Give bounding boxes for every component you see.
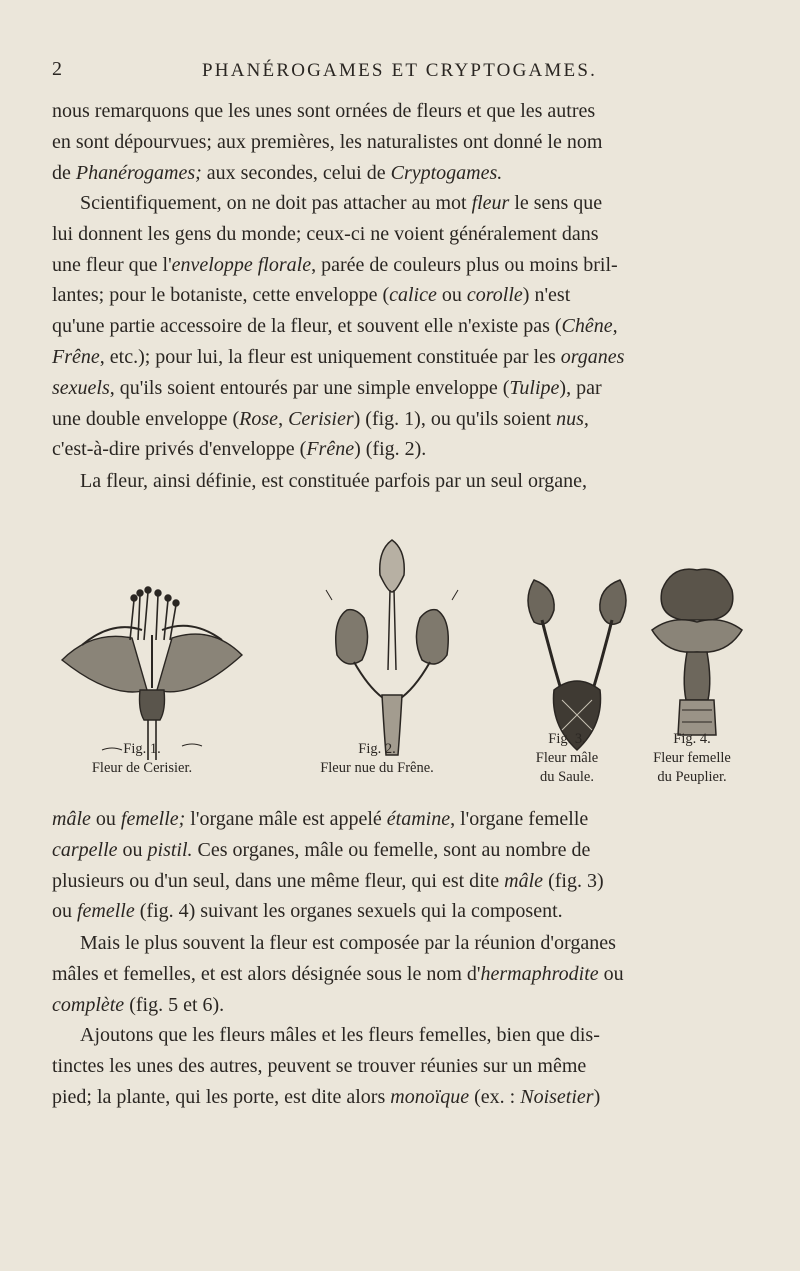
figure-caption-text: Fleur de Cerisier. (91, 760, 193, 776)
cherry-flower-illustration (52, 560, 252, 760)
paragraph-2 (52, 188, 752, 465)
running-title: PHANÉROGAMES ET CRYPTOGAMES. (202, 60, 598, 81)
text-line: Scientifiquement, on ne doit pas attacher au mot fleur le sens que (80, 192, 603, 214)
paragraph-6 (52, 1020, 752, 1112)
text-line: Frêne, etc.); pour lui, la fleur est uniquement constituée par les organes (52, 345, 625, 368)
figure-4-caption (632, 730, 752, 787)
text-line: Ajoutons que les fleurs mâles et les fleurs femelles, bien que dis- (80, 1024, 600, 1046)
figure-number: Fig. 4. (673, 731, 711, 747)
paragraph-4 (52, 804, 752, 927)
page-number: 2 (52, 58, 62, 80)
text-line: Mais le plus souvent la fleur est composée par la réunion d'organes (80, 932, 616, 954)
text-line: ou femelle (fig. 4) suivant les organes sexuels qui la composent. (52, 900, 563, 923)
figure-3-caption (507, 730, 627, 787)
text-line: c'est-à-dire privés d'enveloppe (Frêne) (fig. 2). (52, 438, 427, 461)
figure-plate (52, 520, 752, 785)
figure-1-caption (52, 740, 232, 778)
figure-caption-text: Fleur femelle (653, 750, 731, 766)
text-line: une fleur que l'enveloppe florale, parée de couleurs plus ou moins bril- (52, 253, 618, 276)
text-line: plusieurs ou d'un seul, dans une même fleur, qui est dite mâle (fig. 3) (52, 869, 604, 892)
paragraph-3 (52, 466, 752, 497)
paragraph-5 (52, 928, 752, 1020)
text-line: lui donnent les gens du monde; ceux-ci ne voient généralement dans (52, 222, 599, 245)
figure-caption-text: du Saule. (540, 769, 594, 785)
text-line: sexuels, qu'ils soient entourés par une simple enveloppe (Tulipe), par (52, 376, 602, 399)
text-line: lantes; pour le botaniste, cette enveloppe (calice ou corolle) n'est (52, 284, 571, 307)
ash-flower-illustration (292, 530, 492, 760)
text-line: pied; la plante, qui les porte, est dite alors monoïque (ex. : Noisetier) (52, 1085, 601, 1108)
figure-caption-text: du Peuplier. (657, 769, 727, 785)
text-line: qu'une partie accessoire de la fleur, et souvent elle n'existe pas (Chêne, (52, 315, 618, 338)
page-header (52, 58, 752, 88)
text-line: La fleur, ainsi définie, est constituée parfois par un seul organe, (80, 470, 587, 492)
text-line: complète (fig. 5 et 6). (52, 993, 225, 1016)
text-line: mâle ou femelle; l'organe mâle est appelé étamine, l'organe femelle (52, 808, 589, 830)
text-line: une double enveloppe (Rose, Cerisier) (fig. 1), ou qu'ils soient nus, (52, 407, 589, 430)
text-line: carpelle ou pistil. Ces organes, mâle ou femelle, sont au nombre de (52, 838, 591, 861)
paragraph-1 (52, 96, 752, 188)
figure-caption-text: Fleur nue du Frêne. (320, 760, 434, 776)
text-line: tinctes les unes des autres, peuvent se trouver réunies sur un même (52, 1054, 587, 1077)
figure-number: Fig. 3. (548, 731, 586, 747)
figure-2-caption (277, 740, 477, 778)
text-line: de Phanérogames; aux secondes, celui de Cryptogames. (52, 161, 503, 184)
figure-number: Fig. 1. (123, 741, 161, 757)
text-line: nous remarquons que les unes sont ornées de fleurs et que les autres (52, 100, 596, 122)
figure-caption-text: Fleur mâle (535, 750, 599, 766)
text-line: en sont dépourvues; aux premières, les naturalistes ont donné le nom (52, 130, 603, 153)
figure-number: Fig. 2. (358, 741, 396, 757)
text-line: mâles et femelles, et est alors désignée sous le nom d'hermaphrodite ou (52, 962, 624, 985)
